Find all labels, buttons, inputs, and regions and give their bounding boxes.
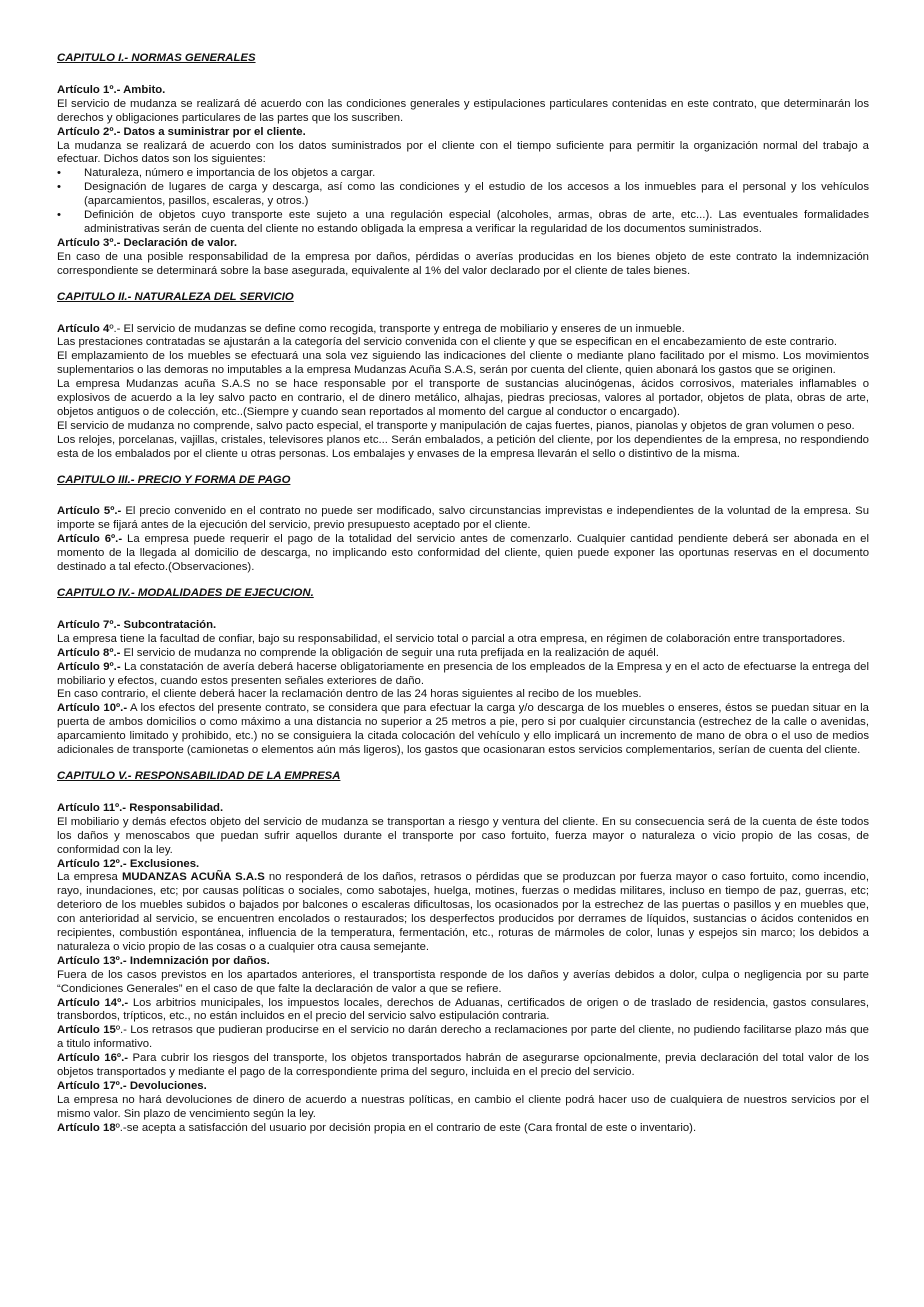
article-2-heading: Artículo 2º.- Datos a suministrar por el cliente.	[57, 125, 306, 138]
article-17-text: La empresa no hará devoluciones de dinero de acuerdo a nuestras políticas, en cambio el cliente podrá hacer uso de cualquiera de nuestros servicios por el mismo valor. Sin plazo de vencimiento según la ley.	[57, 1093, 869, 1120]
article-12-heading: Artículo 12º.- Exclusiones.	[57, 857, 200, 870]
article-8-heading: Artículo 8º.-	[57, 646, 121, 659]
article-5-heading: Artículo 5º.-	[57, 505, 122, 518]
article-18-heading: Artículo 18	[57, 1121, 116, 1134]
article-12-pre: La empresa	[57, 871, 122, 884]
list-item: • Naturaleza, número e importancia de los objetos a cargar.	[57, 167, 869, 181]
article-4-heading: Artículo 4	[57, 322, 110, 335]
article-11-text: El mobiliario y demás efectos objeto del servicio de mudanza se transportan a riesgo y ventura del cliente. En su consecuencia será de la cuenta de éste todos los daños y menoscabos que puedan sufrir aquellos durante el transporte por caso fortuito, fuerza mayor o naturaleza o vicio propio de las cosas, de conformidad con la ley.	[57, 815, 869, 856]
article-12-body: no responderá de los daños, retrasos o pérdidas que se produzcan por fuerza mayor o caso fortuito, como incendio, rayo, inundaciones, etc; por causas políticas o sociales, como sabotajes, huelga, motines, fuerzas o medidas militares, incluso en tiempo de paz, guerras, etc; deterioro de los muebles subidos o bajados por balcones o escaleras dificultosas, los ocasionados por la estrechez de las puertas o pasillos y en muebles que, con anterioridad al servicio, se encuentren encolados o restaurados; los desperfectos producidos por derrames de líquidos, sustancias o ácidos contenidos en recipientes, combustión espontánea, influencia de la temperatura, fermentación, etc., roturas de mármoles de color, lunas y espejos sin marco; los debidos a naturaleza o vicio propio de las cosas o a cualquier otra causa semejante.	[57, 871, 869, 953]
article-2-text: La mudanza se realizará de acuerdo con los datos suministrados por el cliente con el tiempo suficiente para permitir la organización normal del trabajo a efectuar. Dichos datos son los siguientes:	[57, 139, 869, 166]
company-name: MUDANZAS ACUÑA S.A.S	[121, 871, 265, 884]
article-16-body: Para cubrir los riesgos del transporte, los objetos transportados habrán de asegurarse opcionalmente, previa declaración del total valor de los objetos transportados y mediante el pago de la correspondiente prima del seguro, incluida en el precio del servicio.	[57, 1052, 869, 1079]
article-5-text	[57, 505, 869, 533]
article-3-heading: Artículo 3º.- Declaración de valor.	[57, 236, 238, 249]
article-18-text	[57, 1122, 869, 1136]
article-4-text	[57, 323, 869, 337]
article-9-extra: En caso contrario, el cliente deberá hacer la reclamación dentro de las 24 horas siguientes al recibo de los muebles.	[57, 688, 642, 701]
article-18-body: º.-se acepta a satisfacción del usuario por decisión propia en el contrario de este (Cara frontal de este o inventario).	[115, 1121, 697, 1134]
paragraph: Los relojes, porcelanas, vajillas, cristales, televisores planos etc... Serán embalados, a petición del cliente, por los dependientes de la empresa, no respondiendo esta de los embalados por el cliente u otras personas. Los embalajes y envases de la empresa llevarán el sello o distintivo de la misma.	[57, 433, 869, 460]
article-8-body: El servicio de mudanza no comprende la obligación de seguir una ruta prefijada en la realización de aquél.	[120, 646, 659, 659]
chapter-4-title: CAPITULO IV.- MODALIDADES DE EJECUCION.	[57, 587, 314, 599]
chapter-2-title: CAPITULO II.- NATURALEZA DEL SERVICIO	[57, 290, 294, 303]
article-9-body: La constatación de avería deberá hacerse obligatoriamente en presencia de los empleados de la Empresa y en el acto de efectuarse la entrega del mobiliario y efectos, cuando estos presenten señales exteriores de daño.	[57, 660, 869, 687]
chapter-3-title: CAPITULO III.- PRECIO Y FORMA DE PAGO	[57, 473, 291, 486]
paragraph: La empresa Mudanzas acuña S.A.S no se hace responsable por el transporte de sustancias alucinógenas, ácidos corrosivos, materiales inflamables o explosivos de acuerdo a la ley salvo pacto en contrario, el de dinero metálico, alhajas, piedras preciosas, valores al portador, objetos de plata, obras de arte, objetos antiguos o de colección, etc..(Siempre y cuando sean reportados al momento del cargue al conductor o encargado).	[57, 378, 869, 418]
contract-conditions-page	[57, 52, 869, 1136]
article-16-text	[57, 1052, 869, 1080]
article-13-text: Fuera de los casos previstos en los apartados anteriores, el transportista responde de los daños y averías debidos a dolor, culpa o negligencia por su parte “Condiciones Generales” en el caso de que falte la declaración de valor a que se refiere.	[57, 968, 869, 995]
article-8-text	[57, 647, 869, 661]
article-14-body: Los arbitrios municipales, los impuestos locales, derechos de Aduanas, certificados de origen o de traslado de residencia, gastos consulares, transbordos, trípticos, etc., no están incluidos en el precio del servicio salvo estipulación contraria.	[57, 996, 869, 1023]
article-15-heading: Artículo 15	[57, 1024, 116, 1037]
article-14-heading: Artículo 14º.-	[57, 996, 129, 1009]
article-14-text	[57, 997, 869, 1025]
article-7-text: La empresa tiene la facultad de confiar, bajo su responsabilidad, el servicio total o parcial a otra empresa, en régimen de colaboración entre transportadores.	[57, 632, 846, 645]
article-4-body: º.- El servicio de mudanzas se define como recogida, transporte y entrega de mobiliario y enseres de un inmueble.	[109, 322, 685, 335]
article-16-heading: Artículo 16º.-	[57, 1052, 128, 1065]
article-10-heading: Artículo 10º.-	[57, 702, 128, 715]
article-12-text	[57, 871, 869, 954]
article-1-text: El servicio de mudanza se realizará dé acuerdo con las condiciones generales y estipulaciones particulares contenidas en este contrato, que determinarán los derechos y obligaciones particulares de las partes que los suscriben.	[57, 97, 869, 124]
article-6-body: La empresa puede requerir el pago de la totalidad del servicio antes de comenzarlo. Cualquier cantidad pendiente deberá ser abonada en el momento de la llegada al domicilio de descarga, no implicando esto conformidad del cliente, quien puede exponer las oportunas reservas en el documento destinado a tal efecto.(Observaciones).	[57, 533, 869, 574]
chapter-1-title: CAPITULO I.- NORMAS GENERALES	[57, 52, 256, 64]
article-13-heading: Artículo 13º.- Indemnización por daños.	[57, 954, 270, 967]
article-6-heading: Artículo 6º.-	[57, 533, 123, 546]
article-2-list	[57, 167, 869, 237]
article-15-text	[57, 1024, 869, 1052]
article-5-body: El precio convenido en el contrato no puede ser modificado, salvo circunstancias imprevistas e independientes de la voluntad de la empresa. Su importe se fijará antes de la ejecución del servicio, previo presupuesto aceptado por el cliente.	[57, 505, 870, 532]
article-1-heading: Artículo 1º.- Ambito.	[57, 83, 166, 96]
article-11-heading: Artículo 11º.- Responsabilidad.	[57, 801, 224, 814]
paragraph: El servicio de mudanza no comprende, salvo pacto especial, el transporte y manipulación de cajas fuertes, pianos, pianolas y objetos de gran volumen o peso.	[57, 419, 855, 432]
article-17-heading: Artículo 17º.- Devoluciones.	[57, 1080, 207, 1092]
article-10-text	[57, 702, 869, 758]
article-10-body: A los efectos del presente contrato, se considera que para efectuar la carga y/o descarga de los muebles o enseres, éstos se puedan situar en la puerta de ambos domicilios o como máximo a una distancia no superior a 25 metros a pie, pero si por cualquier circunstancia (estrechez de la calle o avenidas, aparcamiento limitado y prohibido, etc.) no se consiguiera la citada colocación del vehículo y ello implicará un incremento de mano de obra o el uso de medios adicionales de transporte (camionetas o elementos aún más ligeros), los gastos que ocasionaran estos servicios complementarios, serían de cuenta del cliente.	[57, 702, 869, 757]
article-7-heading: Artículo 7º.- Subcontratación.	[57, 618, 217, 631]
chapter-5-title: CAPITULO V.- RESPONSABILIDAD DE LA EMPRESA	[57, 769, 341, 782]
paragraph: Las prestaciones contratadas se ajustarán a la categoría del servicio convenida con el cliente y que se especifican en el encabezamiento de este contrario.	[57, 336, 838, 349]
article-9-heading: Artículo 9º.-	[57, 660, 121, 673]
list-item: • Definición de objetos cuyo transporte este sujeto a una regulación especial (alcoholes, armas, obras de arte, etc...). Las eventuales formalidades administrativas serán de cuenta del cliente no estando obligada la empresa a verificar la regularidad de los documentos suministrados.	[57, 209, 869, 237]
article-9-text	[57, 661, 869, 689]
paragraph: El emplazamiento de los muebles se efectuará una sola vez siguiendo las indicaciones del cliente o mediante plano facilitado por el mismo. Los movimientos suplementarios o las demoras no imputables a la empresa Mudanzas Acuña S.A.S, serán por cuenta del cliente, quien abonará los gastos que se originen.	[57, 350, 869, 377]
article-6-text	[57, 533, 869, 575]
article-15-body: º.- Los retrasos que pudieran producirse en el servicio no darán derecho a reclamaciones por parte del cliente, no pudiendo facilitarse plazo más que a titulo informativo.	[57, 1024, 869, 1051]
list-item: • Designación de lugares de carga y descarga, así como las condiciones y el estudio de los accesos a los inmuebles para el personal y los vehículos (aparcamientos, pasillos, escaleras, y otros.)	[57, 181, 869, 209]
article-3-text: En caso de una posible responsabilidad de la empresa por daños, pérdidas o averías producidas en los bienes objeto de este contrato la indemnización correspondiente se determinará sobre la base asegurada, equivalente al 1% del valor declarado por el cliente de tales bienes.	[57, 250, 869, 277]
